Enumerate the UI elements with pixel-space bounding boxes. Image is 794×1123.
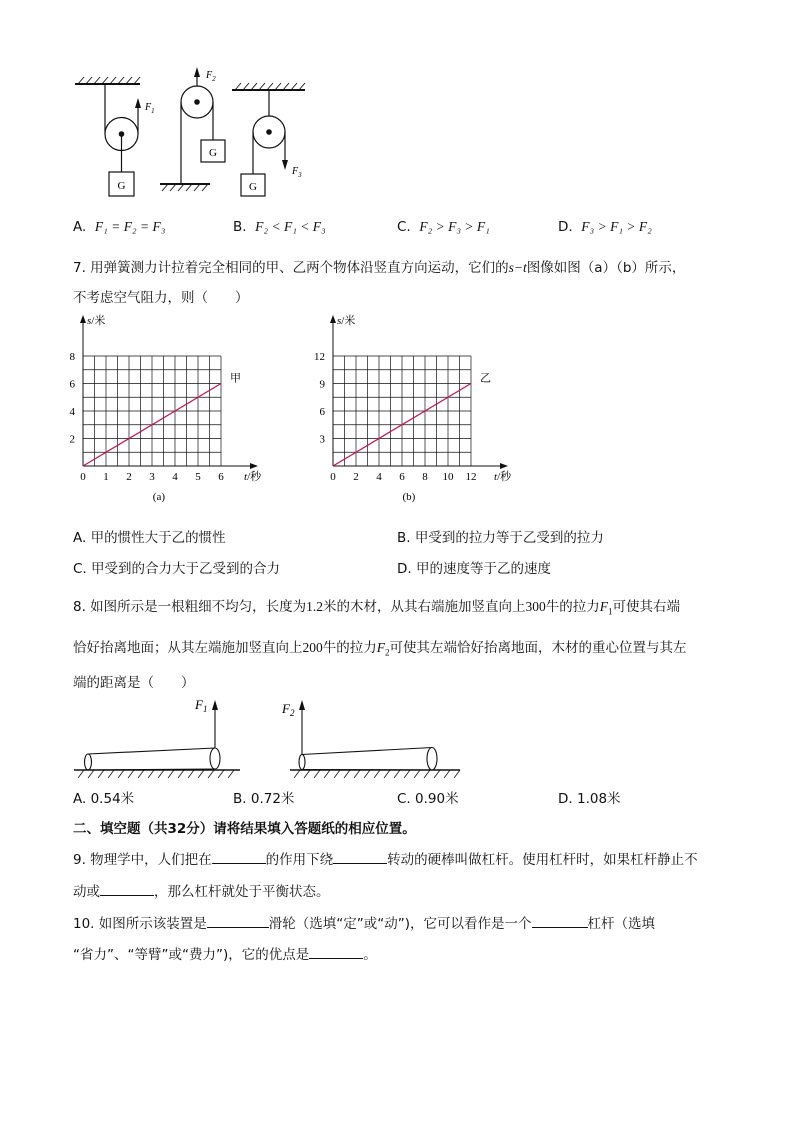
pulley-setup-2 [160,67,225,191]
svg-text:G: G [209,147,217,159]
q6-option-d[interactable]: D. F₃ > F₁ > F₂ [558,219,652,235]
x-tick-label: 6 [399,471,405,483]
y-tick-label: 6 [69,378,75,391]
chart-caption: (a) [152,491,166,503]
q6-option-a[interactable]: A. F₁ = F₂ = F₃ [73,219,166,235]
x-tick-label: 12 [465,471,477,483]
q7-stem-line2: 不考虑空气阻力，则（ ） [73,290,249,306]
y-tick-label: 8 [69,351,75,363]
q8-stem-line3: 端的距离是（ ） [73,675,195,691]
chart-caption: (b) [402,491,416,503]
y-tick-label: 9 [319,378,325,391]
pulley-figure [60,62,320,202]
q8-option-c[interactable]: C. 0.90米 [397,791,459,807]
svg-text:F2: $F_2$ [282,701,295,718]
pulley-setup-3 [232,83,305,196]
x-axis-arrow [500,463,508,469]
q6-option-b[interactable]: B. F₂ < F₁ < F₃ [233,219,326,235]
x-tick-label: 5 [195,471,201,483]
x-tick-label: 2 [126,471,132,483]
q9-blank-1[interactable] [212,849,266,864]
y-axis-label: s/米 [337,315,356,327]
x-tick-label: 6 [218,471,224,483]
q9-line2: 动或 ，那么杠杆就处于平衡状态。 [73,880,330,900]
q6-option-c[interactable]: C. F₂ > F₃ > F₁ [397,219,490,235]
svg-text:F2: $F_2$ [206,70,216,83]
x-tick-label: 0 [330,471,336,483]
q8-option-a[interactable]: A. 0.54米 [73,791,135,807]
y-tick-label: 2 [69,433,75,446]
q7-option-a[interactable]: A. 甲的惯性大于乙的惯性 [73,530,226,546]
chart-a [55,312,295,512]
q10-blank-2[interactable] [532,913,588,928]
section-title: 二、填空题（共32分）请将结果填入答题纸的相应位置。 [73,821,416,837]
y-tick-label: 3 [319,433,325,446]
q7-option-b[interactable]: B. 甲受到的拉力等于乙受到的拉力 [397,530,604,546]
log-figure [70,695,470,785]
q10-blank-3[interactable] [309,944,363,959]
x-tick-label: 2 [353,471,359,483]
q10-blank-1[interactable] [207,913,269,928]
q10-line1: 10. 如图所示该装置是 滑轮（选填“定”或“动”)，它可以看作是一个 杠杆（选填 [73,912,655,932]
x-tick-label: 4 [376,471,382,483]
svg-text:F3: $F_3$ [292,166,302,179]
x-axis-arrow [250,463,258,469]
x-tick-label: 3 [149,471,155,483]
q9-blank-3[interactable] [100,881,154,896]
svg-text:F1: $F_1$ [145,102,155,115]
chart-b [305,312,545,512]
pulley-setup-1 [75,77,141,196]
svg-text:F1: $F_1$ [195,697,208,714]
y-axis-arrow [80,315,86,323]
x-tick-label: 8 [422,471,428,483]
svg-text:G: G [249,181,257,193]
x-tick-label: 10 [442,471,454,483]
series-label: 甲 [230,372,241,385]
q9-blank-2[interactable] [333,849,387,864]
q10-line2: “省力”、“等臂”或“费力”)，它的优点是 。 [73,943,377,963]
x-tick-label: 1 [103,471,109,483]
y-tick-label: 4 [69,406,75,418]
q7-option-c[interactable]: C. 甲受到的合力大于乙受到的合力 [73,561,281,577]
log-2 [290,700,460,778]
x-tick-label: 0 [80,471,86,483]
q8-option-d[interactable]: D. 1.08米 [558,791,621,807]
q7-stem-line1: 7. 用弹簧测力计拉着完全相同的甲、乙两个物体沿竖直方向运动，它们的s−t图像如图（a）（b）所示， [73,260,686,276]
x-tick-label: 4 [172,471,178,483]
x-axis-label: t/秒 [494,471,512,483]
y-axis-arrow [330,315,336,323]
log-1 [74,700,240,778]
y-axis-label: s/米 [87,315,106,327]
q7-option-d[interactable]: D. 甲的速度等于乙的速度 [397,561,551,577]
y-tick-label: 6 [319,406,325,418]
q8-stem-line1: 8. 如图所示是一根粗细不均匀，长度为1.2米的木材，从其右端施加竖直向上300牛的拉力$F_1$可使其右端 [73,599,681,617]
y-tick-label: 12 [314,351,325,363]
q8-stem-line2: 恰好抬离地面；从其左端施加竖直向上200牛的拉力$F_2$可使其左端恰好抬离地面，木材的重心位置与其左 [73,640,687,658]
q8-option-b[interactable]: B. 0.72米 [233,791,295,807]
q9-line1: 9. 物理学中，人们把在 的作用下绕 转动的硬棒叫做杠杆。使用杠杆时，如果杠杆静止不 [73,848,698,868]
x-axis-label: t/秒 [244,471,262,483]
block-label: G [117,180,126,192]
series-label: 乙 [480,372,491,385]
